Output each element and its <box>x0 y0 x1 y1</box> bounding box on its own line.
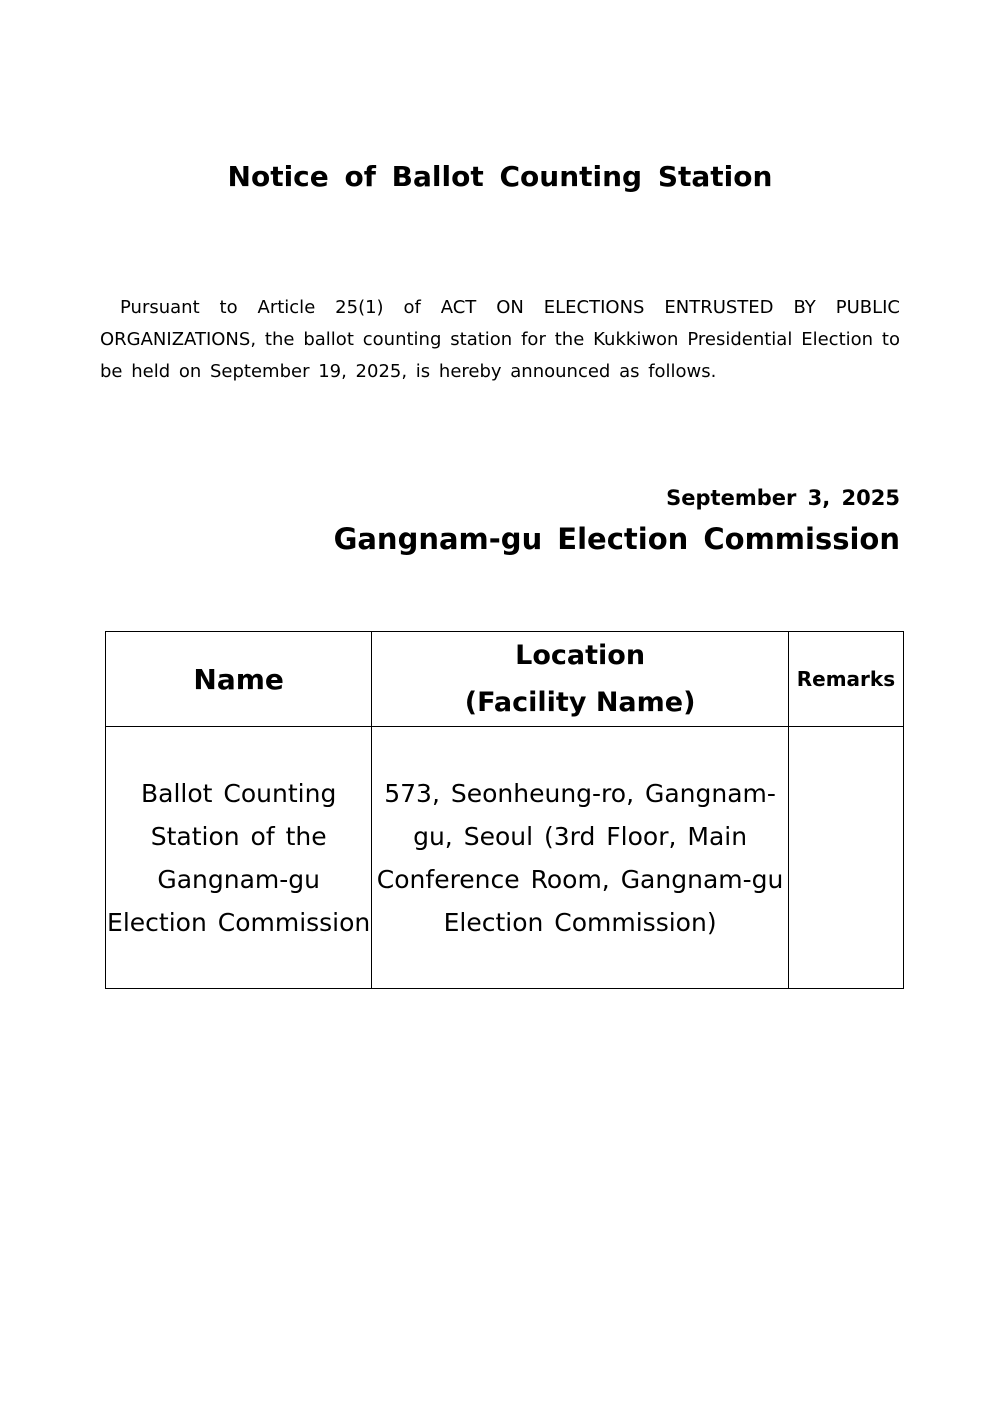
table-header-row <box>106 632 904 727</box>
header-location-line1: Location <box>515 640 646 671</box>
issuer-name: Gangnam-gu Election Commission <box>333 522 900 556</box>
table-row <box>106 727 904 989</box>
header-remarks: Remarks <box>788 632 903 727</box>
cell-station-remarks <box>788 727 903 989</box>
cell-station-location: 573, Seonheung-ro, Gangnam-gu, Seoul (3rd Floor, Main Conference Room, Gangnam-gu Election Commission) <box>372 727 789 989</box>
page-title: Notice of Ballot Counting Station <box>227 160 773 193</box>
notice-date: September 3, 2025 <box>666 486 900 510</box>
header-name: Name <box>106 632 372 727</box>
header-location-line2: (Facility Name) <box>464 687 696 718</box>
counting-station-table <box>105 631 904 989</box>
notice-body: Pursuant to Article 25(1) of ACT ON ELECTIONS ENTRUSTED BY PUBLIC ORGANIZATIONS, the ballot counting station for the Kukkiwon Presidential Election to be held on September 19, 2025, is hereby announced as follows. <box>100 297 900 382</box>
cell-station-name: Ballot Counting Station of the Gangnam-gu Election Commission <box>106 727 372 989</box>
header-location <box>372 632 789 727</box>
